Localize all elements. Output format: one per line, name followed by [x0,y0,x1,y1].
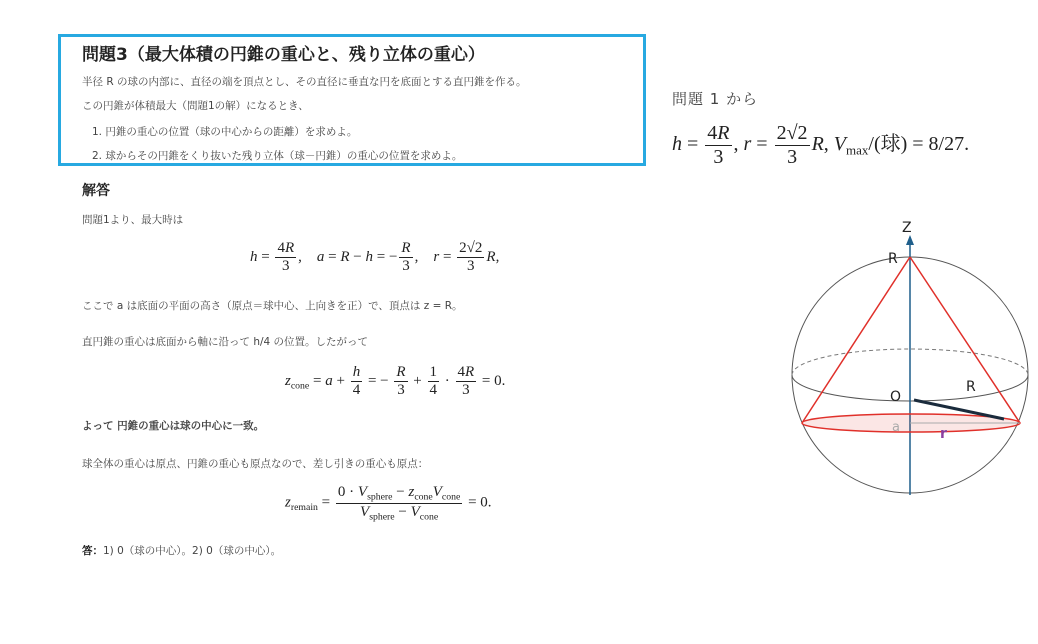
centroid-rule: 直円錐の重心は底面から軸に沿って h/4 の位置。したがって [82,336,369,348]
answer-text: 1) 0（球の中心）。2) 0（球の中心）。 [103,545,282,557]
apex-label: R [888,251,898,267]
side-note-label: 問題 1 から [672,90,759,108]
remain-text: 球全体の重心は原点、円錐の重心も原点なので、差し引きの重心も原点： [82,458,429,470]
problem-item-2: 2. 球からその円錐をくり抜いた残り立体（球－円錐）の重心の位置を求めよ。 [92,150,463,162]
solution-intro: 問題1より、最大時は [82,214,184,226]
radius-label: R [966,379,976,395]
axis-label: Z [902,220,912,236]
problem-line-2: この円錐が体積最大（問題1の解）になるとき、 [82,100,309,112]
sphere-cone-diagram [780,205,1038,505]
solution-note: ここで a は底面の平面の高さ（原点＝球中心、上向きを正）で、頂点は z = R。 [82,300,463,312]
equation-3: $z_{remain}$ = $\frac{0 \cdot V_{sphere} - z_{cone}V_{cone}}{V_{sphere} - V_{cone}}$ = 0. [285,484,492,523]
r-label: r [940,426,947,442]
solution-heading: 解答 [82,183,110,199]
side-note-formula: h = $\frac{4R}{3}$ , r = $\frac{2√2}{3}$ R, $V_{max}/$(球) = 8/27. [672,122,970,168]
equation-2: $z_{cone} = a$ + $\frac{h}{4}$ = − $\frac{R}{3}$ + $\frac{1}{4}$ · $\frac{4R}{3}$ = 0. [285,364,506,399]
z-axis-arrow [906,235,914,245]
a-label: a [892,420,900,435]
problem-line-1: 半径 R の球の内部に、直径の端を頂点とし、その直径に垂直な円を底面とする直円錐を作る。 [82,76,527,88]
answer-label: 答： [82,545,103,557]
problem-item-1: 1. 円錐の重心の位置（球の中心からの距離）を求めよ。 [92,126,358,138]
problem-title: 問題3（最大体積の円錐の重心と、残り立体の重心） [82,45,485,65]
center-label: O [890,389,902,405]
equation-1: h = $\frac{4R}{3}$ , a = R − h = − $\frac{R}{3}$ , r = $\frac{2√2}{3}$ R, [250,240,500,275]
answer-line [82,543,281,558]
conclusion: よって 円錐の重心は球の中心に一致。 [82,420,265,432]
